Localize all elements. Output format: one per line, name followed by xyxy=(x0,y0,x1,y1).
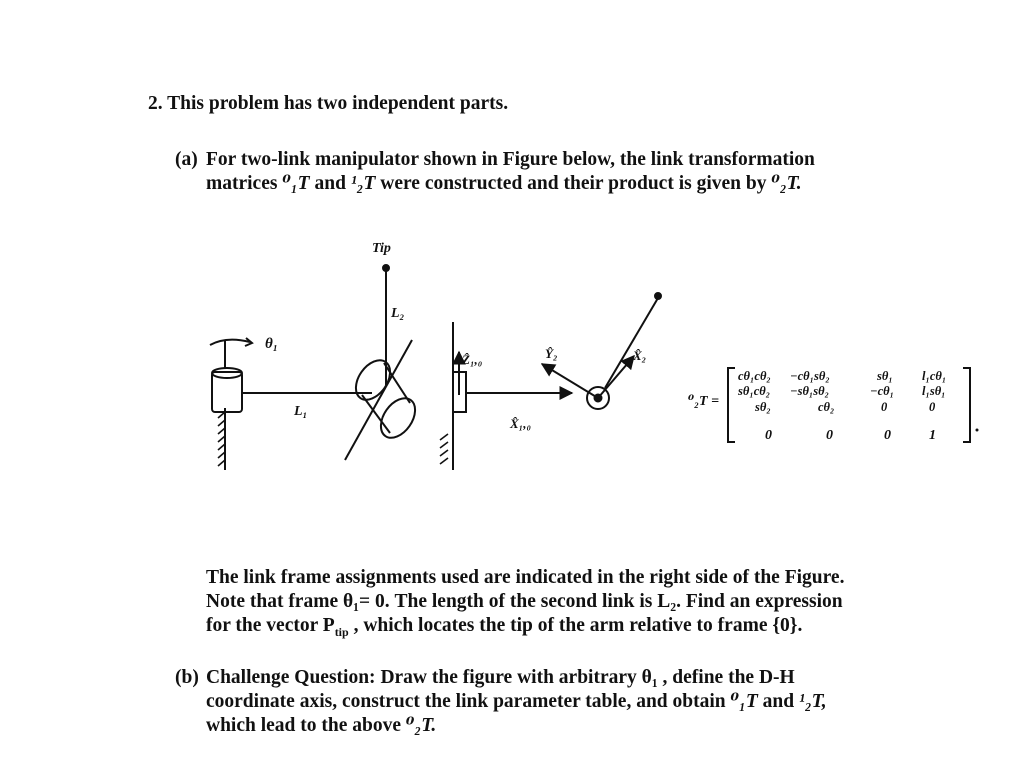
matrix-left-bracket xyxy=(728,368,735,442)
paragraph-line3 xyxy=(206,614,802,644)
part-a-text-matrices: matrices xyxy=(206,173,278,194)
part-b-matrix-0-1-T: ⁰₁T xyxy=(730,691,758,712)
part-a-text-product: were constructed and their product is given by xyxy=(380,173,767,194)
ground-hatch-right xyxy=(440,434,448,464)
manipulator-drawing xyxy=(210,265,422,470)
theta1-label: θ₁ xyxy=(265,336,279,352)
problem-heading: 2. This problem has two independent parts. xyxy=(148,93,509,114)
part-a-text-and: and xyxy=(314,173,346,194)
tip-label: Tip xyxy=(372,241,391,256)
part-b-line1-rest: Draw the figure with arbitrary θ₁ , define the D-H xyxy=(375,667,795,688)
paragraph-line2: Note that frame θ₁= 0. The length of the second link is L₂. Find an expression xyxy=(206,591,843,612)
matrix-cell: l₁cθ₁ xyxy=(922,369,947,383)
matrix-cell: sθ₂ xyxy=(755,400,771,414)
matrix-cell: l₁sθ₁ xyxy=(922,384,946,398)
part-b-line3-text: which lead to the above xyxy=(206,715,401,736)
matrix-cell: 0 xyxy=(881,400,888,414)
part-b-line1 xyxy=(206,666,795,690)
part-b-matrix-1-2-T: ¹₂T, xyxy=(798,691,827,712)
ground-hatch-left xyxy=(218,412,225,466)
y2-axis-label: Ŷ₂ xyxy=(545,346,558,361)
matrix-cell: cθ₂ xyxy=(818,400,835,414)
L1-label: L₁ xyxy=(294,404,308,419)
matrix-cell: cθ₁cθ₂ xyxy=(738,369,771,383)
part-b-line2 xyxy=(206,690,827,714)
z10-axis-label: Ẑ₁,₀ xyxy=(462,352,483,367)
paragraph-line3-sub: tip xyxy=(334,624,349,639)
tip-point xyxy=(383,265,389,271)
paragraph-line1: The link frame assignments used are indicated in the right side of the Figure. xyxy=(206,567,845,588)
matrix-cell: 0 xyxy=(929,400,936,414)
frame-1-0-diagram xyxy=(440,322,572,470)
x2-axis-label: X̂₂ xyxy=(633,348,647,363)
matrix-cell: −cθ₁sθ₂ xyxy=(790,369,830,383)
matrix-cell: 1 xyxy=(929,428,936,443)
challenge-question-label: Challenge Question: xyxy=(206,667,376,688)
part-b-matrix-0-2-T: ⁰₂T. xyxy=(405,715,437,736)
matrix-cell: sθ₁cθ₂ xyxy=(738,384,771,398)
matrix-1-2-T: ¹₂T xyxy=(350,173,376,194)
part-b-label: (b) xyxy=(175,667,199,688)
paragraph-line3-a: for the vector P xyxy=(206,615,335,636)
part-b-line2-text: coordinate axis, construct the link parameter table, and obtain xyxy=(206,691,726,712)
matrix-cell: −cθ₁ xyxy=(870,384,894,398)
matrix-cell: 0 xyxy=(884,428,891,443)
matrix-right-bracket xyxy=(963,368,970,442)
matrix-cell: −sθ₁sθ₂ xyxy=(790,384,829,398)
rotation-arrow-icon xyxy=(210,340,250,345)
matrix-0-1-T: ⁰₁T xyxy=(282,173,310,194)
part-a-label: (a) xyxy=(175,149,198,170)
matrix-lhs: ⁰₂T = xyxy=(688,394,720,409)
matrix-cell: sθ₁ xyxy=(877,369,893,383)
part-b-line3 xyxy=(206,714,436,738)
matrix-cell: 0 xyxy=(765,428,772,443)
paragraph-line3-b: , which locates the tip of the arm relative to frame {0}. xyxy=(348,615,803,636)
part-a-line1: For two-link manipulator shown in Figure below, the link transformation xyxy=(206,149,815,170)
part-b-and: and xyxy=(762,691,795,712)
x10-axis-label: X̂₁,₀ xyxy=(510,416,531,431)
matrix-0-2-T: ⁰₂T. xyxy=(771,173,802,194)
L2-label: L₂ xyxy=(391,306,405,321)
matrix-cell: 0 xyxy=(826,428,833,443)
